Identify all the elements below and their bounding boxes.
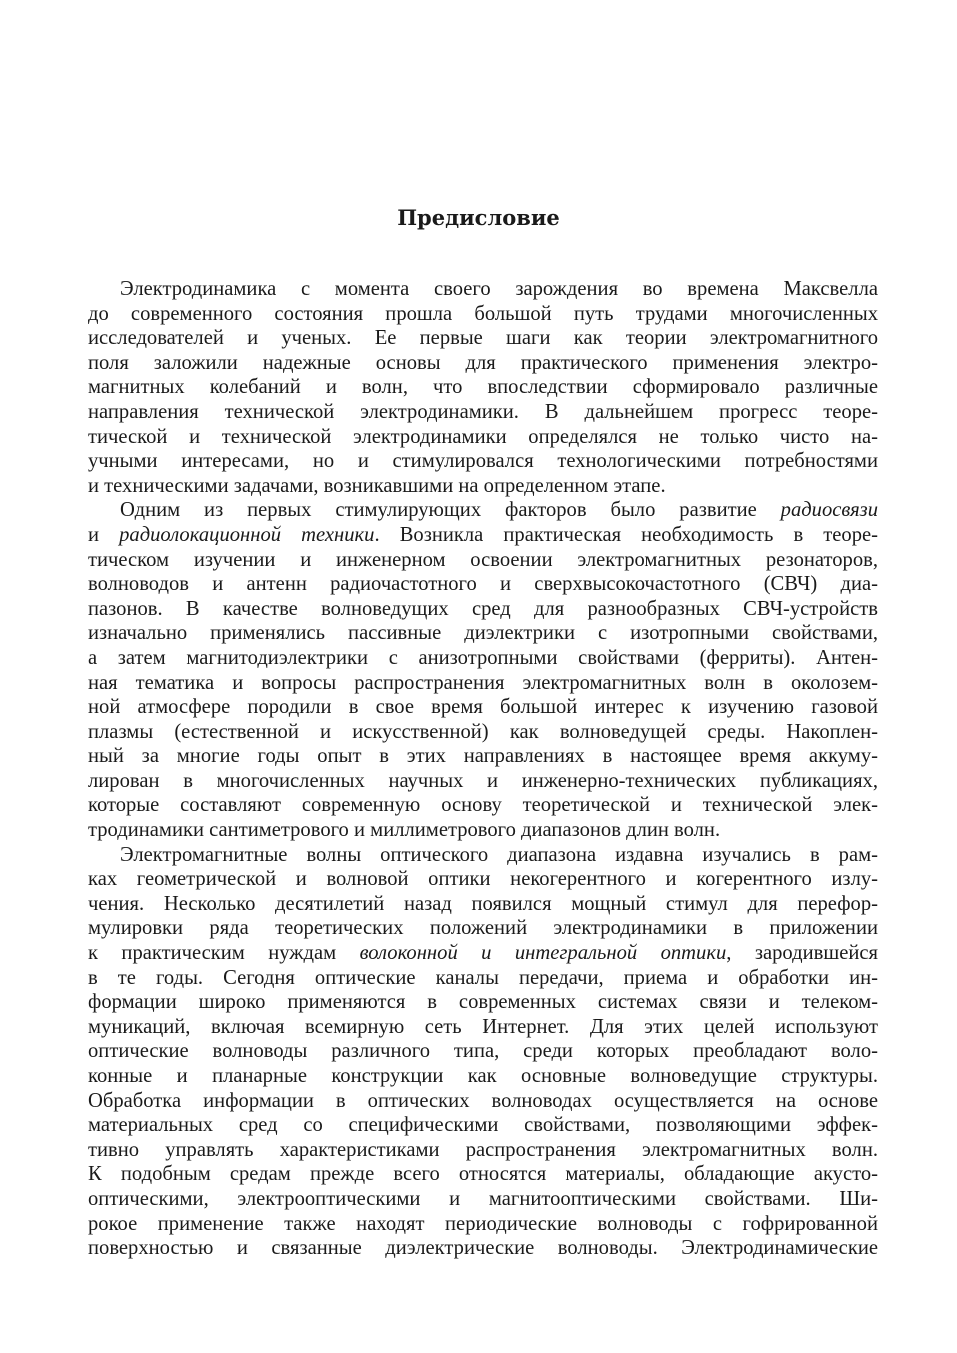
text-line — [88, 941, 878, 966]
text-line: Электродинамика с момента своего зарождения во времена Максвелла — [120, 278, 878, 300]
italic-term: радиолокационной техники — [119, 523, 375, 546]
paragraph-1 — [88, 277, 878, 498]
page-title: Предисловие — [397, 205, 560, 230]
text-run: к практическим нуждам — [88, 942, 360, 965]
text-line: плазмы (естественной и искусственной) как волноведущей среды. Накоплен- — [88, 720, 878, 743]
text-line: и техническими задачами, возникавшими на определенном этапе. — [88, 474, 666, 497]
text-line: тическом изучении и инженерном освоении электромагнитных резонаторов, — [88, 548, 878, 571]
italic-term: волоконной и интегральной оптики — [359, 942, 727, 965]
text-line: оптическими, электрооптическими и магнитооптическими свойствами. Ши- — [88, 1187, 878, 1210]
text-line: ная тематика и вопросы распространения электромагнитных волн в околозем- — [88, 671, 878, 694]
text-line: направления технической электродинамики. В дальнейшем прогресс теоре- — [88, 400, 878, 423]
text-line: изначально применялись пассивные диэлектрики с изотропными свойствами, — [88, 622, 878, 645]
text-line: учными интересами, но и стимулировался технологическими потребностями — [88, 450, 878, 473]
text-line — [88, 523, 878, 548]
text-line: формации широко применяются в современных системах связи и телеком- — [88, 991, 878, 1014]
text-line: лирован в многочисленных научных и инженерно-технических публикациях, — [88, 769, 878, 792]
preface-body — [88, 277, 878, 1261]
text-line: материальных сред со специфическими свойствами, позволяющими эффек- — [88, 1114, 878, 1137]
text-line: исследователей и ученых. Ее первые шаги как теории электромагнитного — [88, 327, 878, 350]
text-run: и — [88, 523, 120, 546]
text-line: которые составляют современную основу теоретической и технической элек- — [88, 794, 878, 817]
text-line: Обработка информации в оптических волноводах осуществляется на основе — [88, 1089, 878, 1112]
text-line: К подобным средам прежде всего относятся материалы, обладающие акусто- — [88, 1163, 878, 1186]
text-run: , зародившейся — [726, 942, 878, 965]
text-line — [88, 498, 878, 523]
text-line: пазонов. В качестве волноведущих сред для разнообразных СВЧ-устройств — [88, 597, 878, 620]
text-line: до современного состояния прошла большой путь трудами многочисленных — [88, 302, 878, 325]
text-line: мулировки ряда теоретических положений электродинамики в приложении — [88, 917, 878, 940]
text-line: в те годы. Сегодня оптические каналы передачи, приема и обработки ин- — [88, 966, 878, 989]
text-line: волноводов и антенн радиочастотного и сверхвысокочастотного (СВЧ) диа- — [88, 573, 878, 596]
text-line: оптические волноводы различного типа, среди которых преобладают воло- — [88, 1040, 878, 1063]
text-line: Электромагнитные волны оптического диапазона издавна изучались в рам- — [120, 843, 878, 866]
text-line: ный за многие годы опыт в этих направлениях в настоящее время аккуму- — [88, 745, 878, 768]
text-line: тродинамики сантиметрового и миллиметрового диапазонов длин волн. — [88, 819, 721, 842]
text-line: муникаций, включая всемирную сеть Интернет. Для этих целей используют — [88, 1015, 878, 1038]
text-line: ках геометрической и волновой оптики некогерентного и когерентного излу- — [88, 868, 878, 891]
italic-term: радиосвязи — [780, 499, 878, 522]
text-line: поверхностью и связанные диэлектрические волноводы. Электродинамические — [88, 1237, 878, 1260]
text-line: чения. Несколько десятилетий назад появился мощный стимул для перефор- — [88, 892, 878, 915]
text-line: тической и технической электродинамики определялся не только чисто на- — [88, 425, 878, 448]
text-line: ной атмосфере породили в свое время большой интерес к изучению газовой — [88, 696, 878, 719]
text-line: а затем магнитодиэлектрики с анизотропными свойствами (ферриты). Антен- — [88, 646, 878, 669]
paragraph-2 — [88, 498, 878, 842]
text-run: . Возникла практическая необходимость в теоре- — [374, 523, 879, 546]
text-line: поля заложили надежные основы для практического применения электро- — [88, 351, 878, 374]
paragraph-3 — [88, 843, 878, 1261]
text-line: тивно управлять характеристиками распространения электромагнитных волн. — [88, 1138, 878, 1161]
text-line: магнитных колебаний и волн, что впоследствии сформировало различные — [88, 376, 878, 399]
text-line: рокое применение также находят периодические волноводы с гофрированной — [88, 1212, 878, 1235]
text-run: Одним из первых стимулирующих факторов было развитие — [120, 499, 781, 522]
text-line: конные и планарные конструкции как основные волноведущие структуры. — [88, 1065, 878, 1087]
